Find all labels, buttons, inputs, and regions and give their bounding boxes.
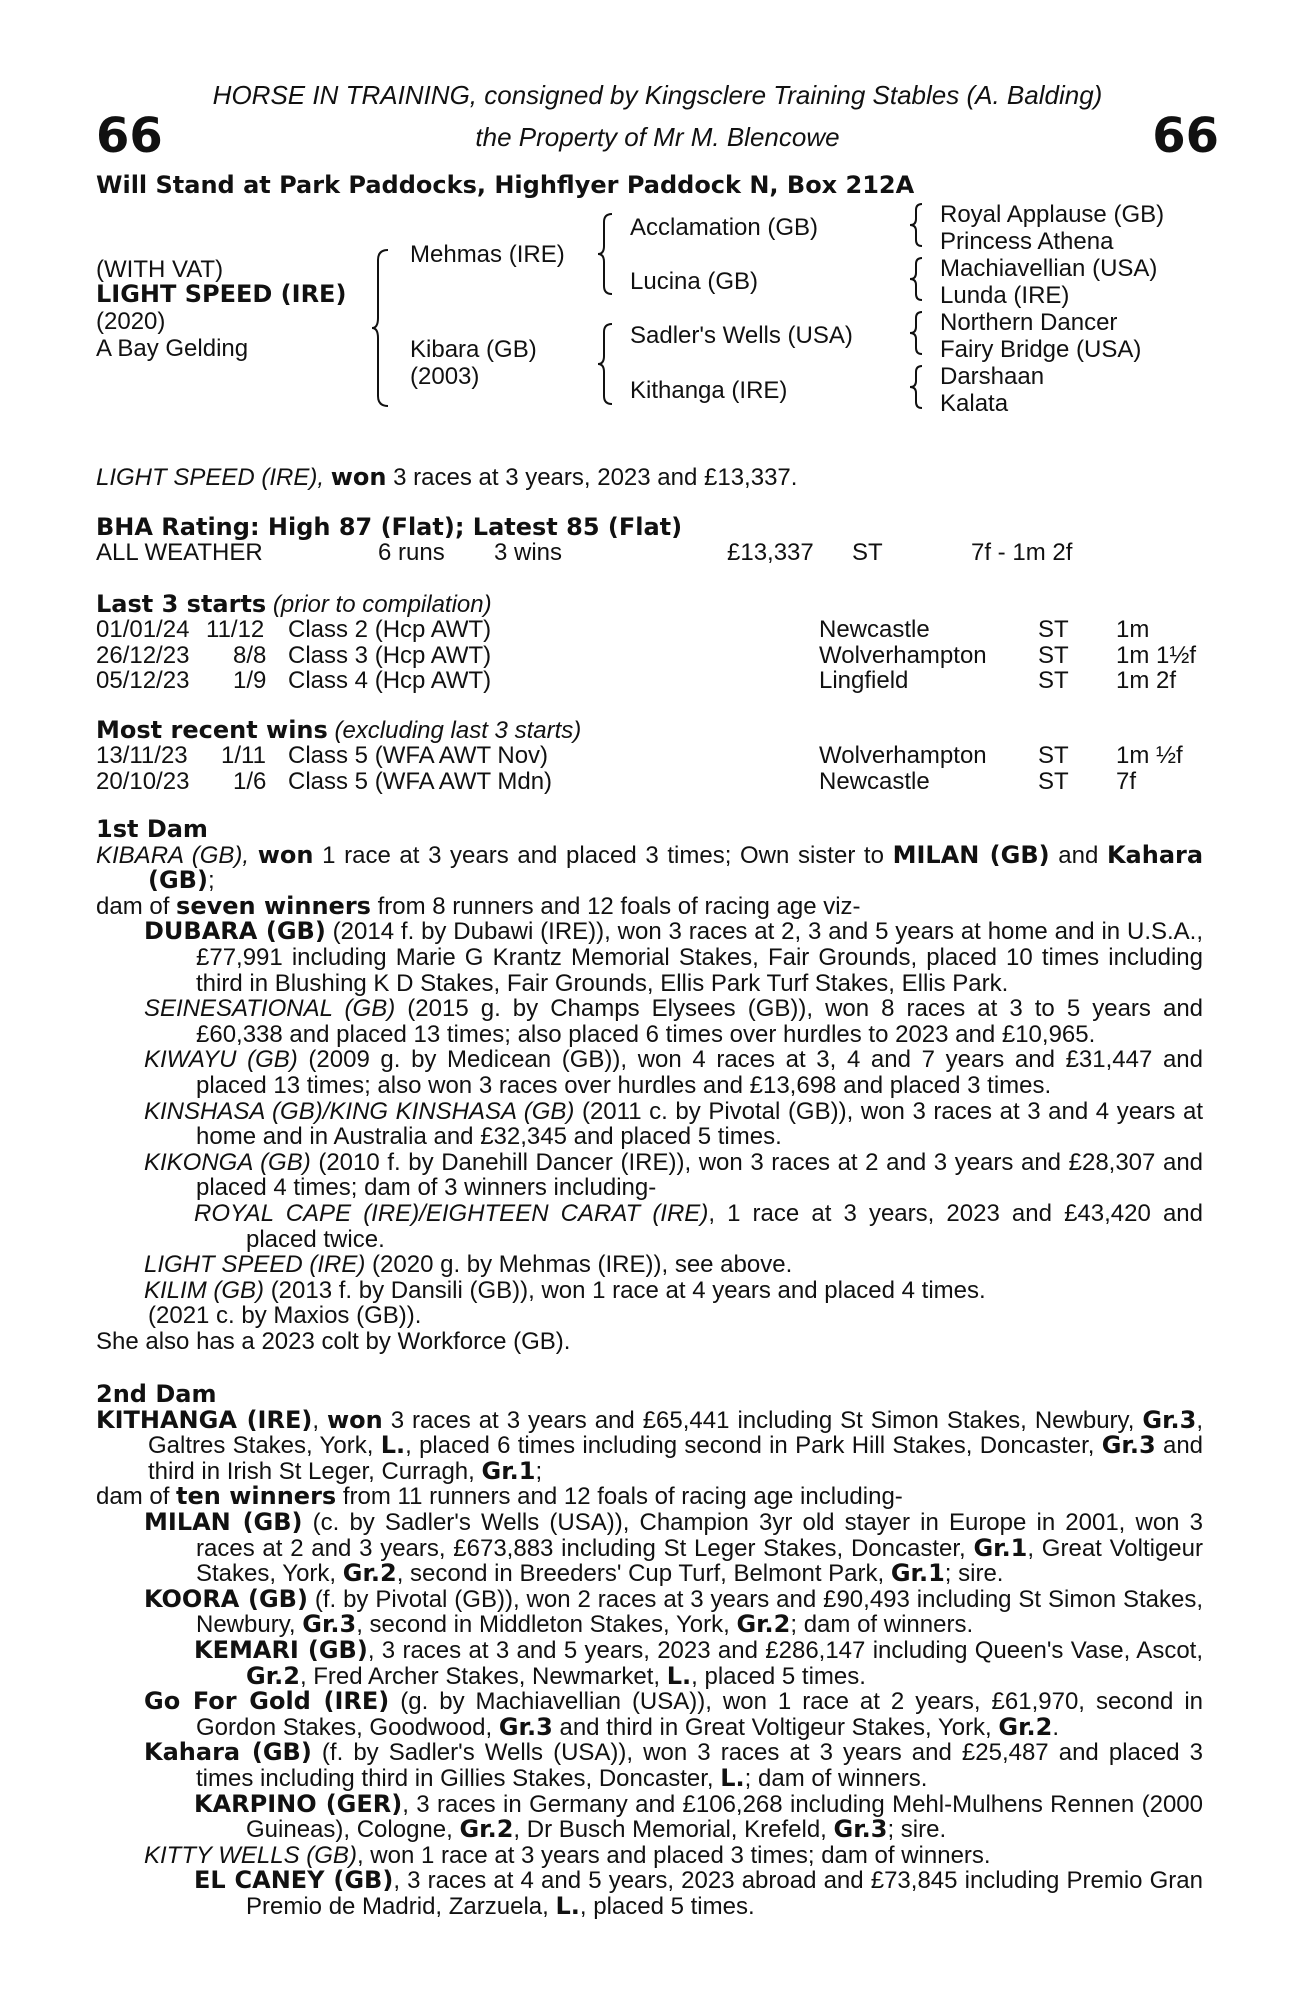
record-text: (2014 f. by Dubawi (IRE)), won 3 races at 2, 3 and 5 years at home and in U.S.A., £77,991 including Marie G Krantz Memorial Stakes, Fair Grounds, placed 10 times including third in Blushing K D Stakes, Fair Grounds, Ellis Park Turf Stakes, Ellis Park. [196, 918, 1204, 997]
row-race: Class 3 (Hcp AWT) [288, 641, 492, 669]
rating-prize: £13,337 [727, 539, 814, 566]
record-text: , second in Breeders' Cup Turf, Belmont Park, [396, 1560, 885, 1588]
record-text: , 3 races at 4 and 5 years, 2023 abroad and £73,845 including Premio Gran Premio de Madrid, Zarzuela, [246, 1867, 1203, 1920]
grade: Gr.1 [890, 1559, 945, 1588]
lot-number-left: 66 [96, 108, 163, 164]
won-label: won [326, 1405, 383, 1434]
race-summary [96, 463, 797, 492]
horse-name: KILIM (GB) [144, 1276, 265, 1304]
row-surface: ST [1038, 641, 1069, 669]
punctuation: , [312, 1406, 319, 1434]
record-text: , second in Middleton Stakes, York, [356, 1611, 730, 1639]
row-distance: 1m 1½f [1116, 641, 1197, 669]
grade: Gr.3 [1142, 1405, 1197, 1434]
recent-wins-title: Most recent wins [96, 716, 328, 744]
horse-name: ROYAL CAPE (IRE)/EIGHTEEN CARAT (IRE) [194, 1199, 709, 1227]
record-text: (2011 c. by Pivotal (GB)), won 3 races at 3 and 4 years at home and in Australia and £32,345 and placed 5 times. [196, 1097, 1203, 1151]
horse-year: (2020) [96, 308, 166, 335]
row-position: 11/12 [206, 616, 265, 643]
grade: L. [380, 1431, 406, 1460]
dam-sire: Sadler's Wells (USA) [630, 322, 853, 349]
horse-name: KINSHASA (GB)/KING KINSHASA (GB) [144, 1097, 575, 1125]
dam-dam: Kithanga (IRE) [630, 377, 788, 404]
record-text: (2013 f. by Dansili (GB)), won 1 race at 4 years and placed 4 times. [270, 1276, 986, 1304]
horse-name: KARPINO (GER) [194, 1789, 403, 1818]
g4-darshaan: Darshaan [940, 363, 1045, 390]
grade: Gr.3 [498, 1712, 553, 1741]
grade: Gr.3 [833, 1815, 888, 1844]
summary-won: won [330, 463, 387, 491]
record-text: and third in Great Voltigeur Stakes, York, [559, 1713, 992, 1741]
record-text: (2020 g. by Mehmas (IRE)), see above. [372, 1251, 793, 1279]
text: dam of [96, 892, 170, 920]
recent-wins-heading [96, 716, 581, 745]
grade: L. [720, 1763, 745, 1792]
record-text: , Galtres Stakes, York, [148, 1406, 1204, 1460]
record-text: ; sire. [887, 1816, 947, 1844]
text: dam of [96, 1483, 170, 1511]
last3-note: (prior to compilation) [272, 591, 492, 618]
record-text: , Dr Busch Memorial, Krefeld, [513, 1816, 827, 1844]
row-date: 26/12/23 [96, 641, 190, 669]
row-surface: ST [1038, 742, 1069, 769]
grade: Gr.2 [459, 1815, 514, 1844]
row-course: Newcastle [819, 616, 930, 643]
sire-sire: Acclamation (GB) [630, 214, 819, 241]
horse-name: Kahara (GB) [144, 1738, 312, 1767]
table-row [96, 642, 1206, 668]
second-dam-record [96, 1405, 1204, 1485]
row-race: Class 2 (Hcp AWT) [288, 616, 492, 643]
record-text: , 1 race at 3 years, 2023 and £43,420 and placed twice. [246, 1199, 1203, 1253]
grade: Gr.1 [481, 1456, 536, 1485]
record-text: ; dam of winners. [744, 1764, 928, 1792]
record-text: and third in Irish St Leger, Curragh, [148, 1432, 1204, 1485]
table-row [96, 768, 1206, 794]
row-distance: 7f [1116, 767, 1137, 795]
row-surface: ST [1038, 767, 1069, 795]
row-date: 05/12/23 [96, 667, 190, 695]
last3-title: Last 3 starts [96, 590, 267, 618]
row-position: 1/6 [233, 767, 267, 795]
horse-name: DUBARA (GB) [144, 917, 326, 946]
row-course: Newcastle [819, 767, 930, 795]
produce-kilim [96, 1278, 1203, 1304]
second-dam-produce-summary [96, 1484, 1203, 1510]
produce-seinesational [96, 996, 1203, 1047]
row-course: Lingfield [819, 667, 909, 695]
rating-going: ST [852, 539, 883, 566]
horse-name: KOORA (GB) [144, 1584, 308, 1613]
record-text: (2010 f. by Danehill Dancer (IRE)), won 3 races at 2 and 3 years and £28,307 and placed 4 times; dam of 3 winners including- [196, 1148, 1204, 1202]
record-text: ; dam of winners. [790, 1611, 974, 1639]
produce-karpino [96, 1789, 1203, 1844]
record-text: (2009 g. by Medicean (GB)), won 4 races at 3, 4 and 7 years and £31,447 and placed 13 times; also won 3 races over hurdles and £13,698 and placed 3 times. [196, 1046, 1203, 1099]
produce-kiwayu [96, 1047, 1203, 1098]
winner-count: ten winners [176, 1482, 337, 1511]
paddock-location: Will Stand at Park Paddocks, Highflyer Paddock N, Box 212A [96, 171, 915, 199]
brace-g4-3 [908, 310, 926, 356]
sibling-name: Kahara (GB) [148, 840, 1204, 895]
g4-machiavellian: Machiavellian (USA) [940, 255, 1158, 282]
last3-heading [96, 590, 492, 619]
rating-distance: 7f - 1m 2f [971, 539, 1073, 566]
g4-northern-dancer: Northern Dancer [940, 309, 1118, 336]
bha-rating: BHA Rating: High 87 (Flat); Latest 85 (Flat) [96, 513, 683, 541]
grade: Gr.2 [342, 1559, 397, 1588]
dam-name: KIBARA (GB), [96, 841, 250, 869]
horse-name: LIGHT SPEED (IRE) [96, 280, 347, 308]
horse-name: KIKONGA (GB) [144, 1148, 311, 1176]
punctuation: ; [535, 1457, 543, 1485]
horse-name: MILAN (GB) [144, 1507, 303, 1536]
horse-name: LIGHT SPEED (IRE) [144, 1251, 366, 1279]
brace-main [370, 248, 394, 408]
record-text: , won 1 race at 3 years and placed 3 times; dam of winners. [356, 1841, 991, 1869]
row-position: 1/9 [233, 667, 267, 695]
produce-2023-colt: She also has a 2023 colt by Workforce (GB). [96, 1327, 571, 1355]
record-text: , Great Voltigeur Stakes, York, [196, 1534, 1203, 1588]
horse-name: EL CANEY (GB) [194, 1866, 394, 1895]
row-position: 8/8 [233, 641, 267, 669]
brace-g4-4 [908, 364, 926, 410]
row-distance: 1m [1116, 616, 1150, 643]
record-text: , placed 5 times. [579, 1892, 755, 1920]
produce-milan [96, 1507, 1203, 1588]
dam-year: (2003) [410, 363, 480, 390]
brace-sire [596, 212, 618, 296]
produce-kemari [96, 1635, 1204, 1690]
grade: L. [555, 1891, 580, 1920]
produce-koora [96, 1584, 1204, 1639]
horse-name: KIWAYU (GB) [144, 1046, 298, 1074]
row-surface: ST [1038, 667, 1069, 695]
summary-record: 3 races at 3 years, 2023 and £13,337. [393, 464, 798, 491]
g4-princess-athena: Princess Athena [940, 228, 1114, 255]
row-position: 1/11 [221, 742, 266, 769]
produce-kikonga [96, 1150, 1203, 1201]
record-text: ; sire. [944, 1560, 1004, 1588]
row-date: 13/11/23 [96, 742, 188, 769]
sire-dam: Lucina (GB) [630, 268, 759, 295]
record-text: , Fred Archer Stakes, Newmarket, [299, 1662, 661, 1690]
recent-wins-table [96, 742, 1206, 793]
record-text: (2015 g. by Champs Elysees (GB)), won 8 races at 3 to 5 years and £60,338 and placed 13 times; also placed 6 times over hurdles to 2023 and £10,965. [196, 995, 1204, 1048]
vat-label: (WITH VAT) [96, 256, 224, 283]
winner-count: seven winners [176, 891, 371, 920]
grade: Gr.3 [302, 1610, 357, 1639]
brace-g4-1 [908, 202, 926, 248]
produce-kahara [96, 1740, 1203, 1791]
produce-royal-cape [96, 1201, 1203, 1252]
grade: L. [666, 1661, 692, 1690]
consignor-line: HORSE IN TRAINING, consigned by Kingsclere Training Stables (A. Balding) [212, 80, 1103, 110]
won-label: won [257, 840, 314, 869]
produce-dubara [96, 919, 1203, 996]
row-race: Class 4 (Hcp AWT) [288, 667, 492, 695]
record-text: , placed 5 times. [691, 1662, 866, 1690]
recent-wins-note: (excluding last 3 starts) [334, 717, 582, 744]
punctuation: ; [207, 867, 215, 895]
row-course: Wolverhampton [819, 742, 987, 769]
record-text: , placed 6 times including second in Park Hill Stakes, Doncaster, [405, 1432, 1095, 1460]
record-text: (g. by Machiavellian (USA)), won 1 race at 2 years, £61,970, second in Gordon Stakes, Goodwood, [196, 1688, 1203, 1741]
lot-number-right: 66 [1152, 108, 1219, 164]
second-dam-title: 2nd Dam [96, 1380, 217, 1408]
brace-dam [596, 322, 618, 406]
horse-name: SEINESATIONAL (GB) [144, 995, 396, 1023]
row-surface: ST [1038, 616, 1069, 643]
dam-name: Kibara (GB) [410, 336, 537, 363]
first-dam-title: 1st Dam [96, 815, 208, 843]
record-text: (f. by Sadler's Wells (USA)), won 3 races at 3 years and £25,487 and placed 3 times including third in Gillies Stakes, Doncaster, [196, 1739, 1204, 1792]
grade: Gr.2 [736, 1610, 791, 1639]
row-distance: 1m 2f [1116, 667, 1177, 695]
grade: Gr.1 [973, 1533, 1028, 1562]
record-text: (f. by Pivotal (GB)), won 2 races at 3 years and £90,493 including St Simon Stakes, Newbury, [196, 1585, 1204, 1639]
produce-kinshasa [96, 1099, 1203, 1150]
horse-description: A Bay Gelding [96, 335, 249, 362]
rating-wins: 3 wins [494, 539, 563, 566]
grade: Gr.3 [1101, 1431, 1156, 1460]
summary-horse-name: LIGHT SPEED (IRE), [96, 464, 325, 491]
rating-surface: ALL WEATHER [96, 539, 263, 566]
produce-light-speed [96, 1252, 1203, 1278]
record-text: 1 race at 3 years and placed 3 times; Own sister to [322, 841, 884, 869]
record-text: 3 races at 3 years and £65,441 including St Simon Stakes, Newbury, [390, 1406, 1135, 1434]
sibling-name: MILAN (GB) [892, 840, 1050, 869]
rating-row [96, 539, 1196, 565]
rating-runs: 6 runs [378, 539, 445, 566]
table-row [96, 616, 1206, 642]
grade: Gr.2 [246, 1661, 300, 1690]
second-dam-section [96, 1382, 1203, 1919]
sire-name: Mehmas (IRE) [410, 241, 565, 268]
brace-g4-2 [908, 256, 926, 302]
last3-table [96, 616, 1206, 693]
dam-name: KITHANGA (IRE) [96, 1405, 313, 1434]
conjunction: and [1058, 841, 1099, 869]
g4-fairy-bridge: Fairy Bridge (USA) [940, 336, 1142, 363]
first-dam-produce-summary [96, 891, 1203, 920]
text: from 11 runners and 12 foals of racing age including- [342, 1483, 903, 1511]
horse-name: KITTY WELLS (GB) [144, 1841, 357, 1869]
row-course: Wolverhampton [819, 641, 987, 669]
row-distance: 1m ½f [1116, 742, 1183, 769]
row-date: 20/10/23 [96, 767, 190, 795]
table-row [96, 667, 1206, 693]
owner-line: the Property of Mr M. Blencowe [475, 122, 840, 152]
horse-name: Go For Gold (IRE) [144, 1687, 390, 1716]
row-race: Class 5 (WFA AWT Mdn) [288, 767, 553, 795]
row-date: 01/01/24 [96, 616, 190, 643]
g4-lunda: Lunda (IRE) [940, 282, 1070, 309]
produce-go-for-gold [96, 1689, 1203, 1740]
record-text: , 3 races at 3 and 5 years, 2023 and £286,147 including Queen's Vase, Ascot, [367, 1636, 1204, 1664]
g4-royal-applause: Royal Applause (GB) [940, 201, 1165, 228]
first-dam-section [96, 817, 1203, 1354]
table-row [96, 742, 1206, 768]
record-text: (c. by Sadler's Wells (USA)), Champion 3yr old stayer in Europe in 2001, won 3 races at 2 and 3 years, £673,883 including St Leger Stakes, Doncaster, [196, 1508, 1203, 1562]
punctuation: . [1052, 1713, 1060, 1741]
g4-kalata: Kalata [940, 390, 1009, 417]
record-text: , 3 races in Germany and £106,268 including Mehl-Mulhens Rennen (2000 Guineas), Cologne, [246, 1790, 1203, 1844]
produce-2021-colt: (2021 c. by Maxios (GB)). [148, 1302, 422, 1330]
row-race: Class 5 (WFA AWT Nov) [288, 742, 549, 769]
horse-name: KEMARI (GB) [194, 1635, 368, 1664]
first-dam-record [96, 840, 1204, 895]
produce-kitty-wells [96, 1843, 1203, 1869]
grade: Gr.2 [998, 1712, 1053, 1741]
text: from 8 runners and 12 foals of racing age viz- [377, 892, 861, 920]
produce-el-caney [96, 1868, 1203, 1919]
